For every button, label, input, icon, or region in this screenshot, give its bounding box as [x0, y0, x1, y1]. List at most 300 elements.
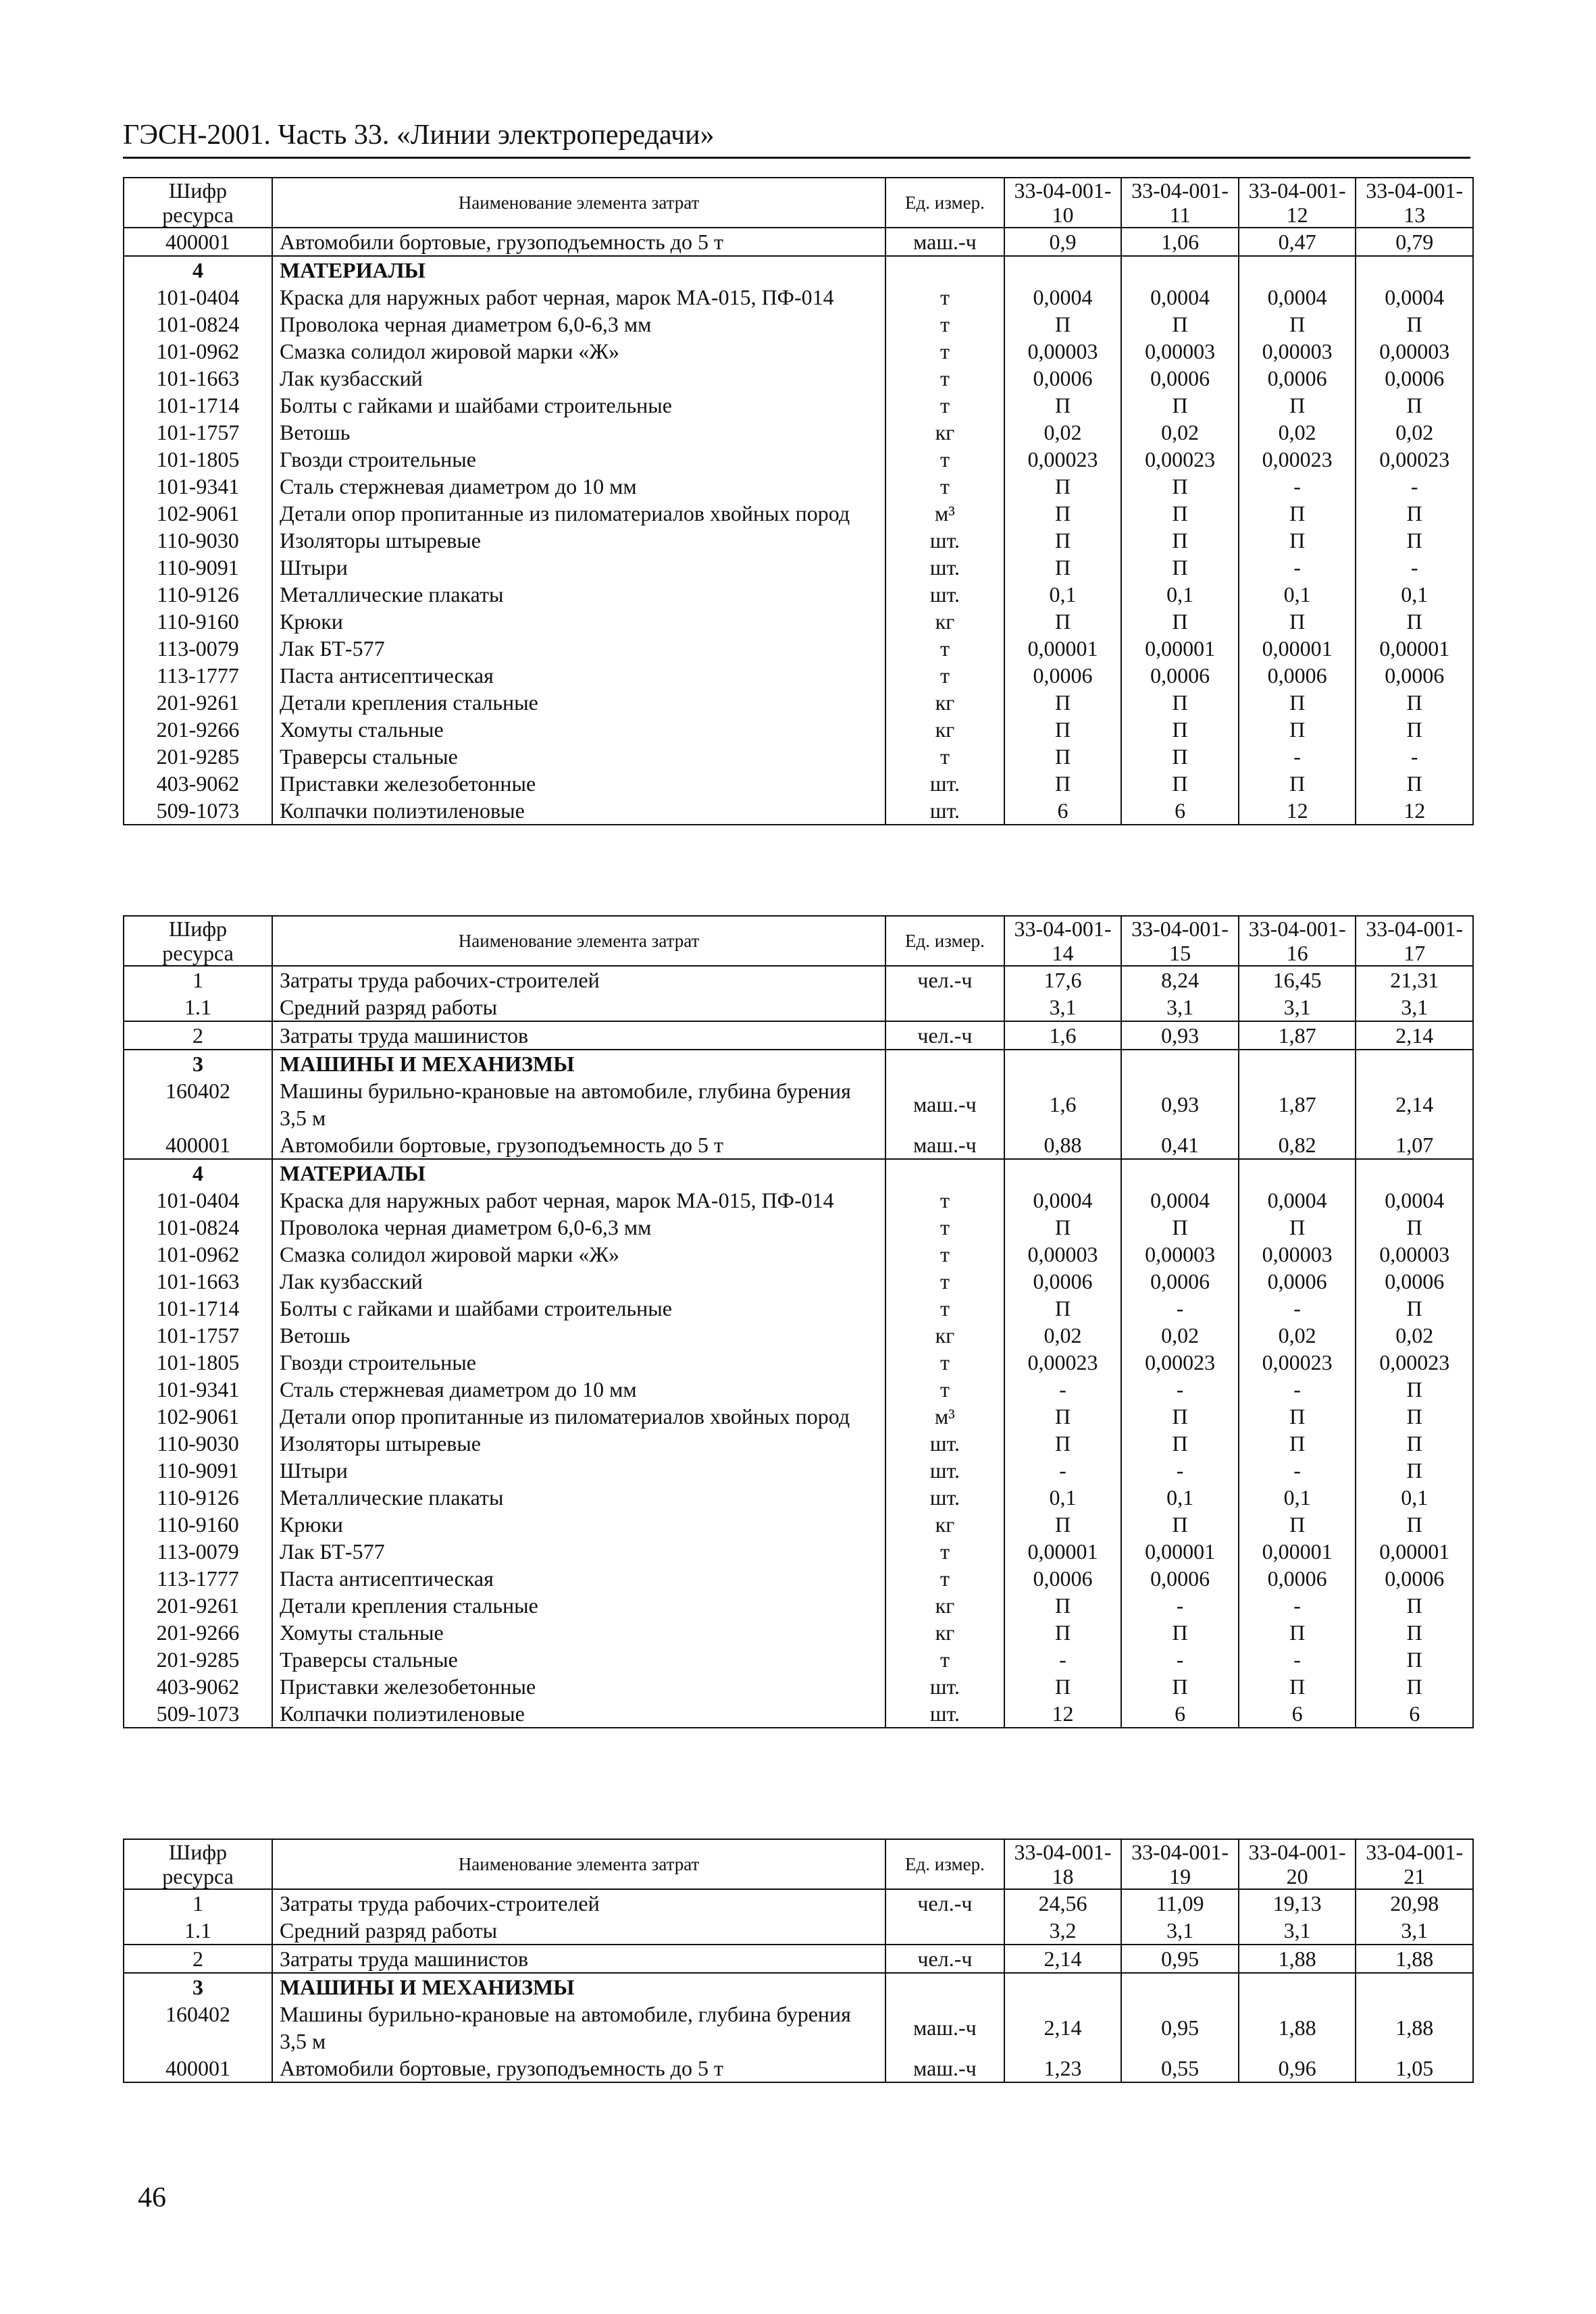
resource-value — [1356, 1973, 1473, 2001]
resource-value: 0,00001 — [1121, 635, 1239, 662]
resource-name: Проволока черная диаметром 6,0-6,3 мм — [272, 1214, 885, 1241]
resource-value: - — [1121, 1376, 1239, 1403]
code-column-header: Шифр ресурса — [124, 916, 272, 966]
resource-row — [124, 1268, 1473, 1295]
resource-unit: маш.-ч — [885, 2055, 1004, 2082]
resource-value: 0,0006 — [1356, 662, 1473, 689]
resource-value: П — [1121, 554, 1239, 581]
document-title: ГЭСН-2001. Часть 33. «Линии электропередачи» — [123, 120, 715, 151]
resource-value: 1,87 — [1239, 1021, 1356, 1050]
resource-value: П — [1121, 608, 1239, 635]
resource-unit: т — [885, 1538, 1004, 1565]
resource-value: 0,00023 — [1121, 446, 1239, 473]
resource-row — [124, 1131, 1473, 1159]
resource-name: Смазка солидол жировой марки «Ж» — [272, 338, 885, 365]
resource-unit: шт. — [885, 527, 1004, 554]
resource-value: 3,1 — [1121, 1917, 1239, 1945]
resource-value: 6 — [1004, 797, 1122, 825]
resource-value: 0,00023 — [1239, 446, 1356, 473]
resource-unit — [885, 1917, 1004, 1945]
resource-value: 0,0006 — [1356, 1565, 1473, 1592]
resource-unit: т — [885, 338, 1004, 365]
resource-value: 3,1 — [1004, 994, 1122, 1021]
resource-name: Лак кузбасский — [272, 365, 885, 392]
resource-value: 0,1 — [1004, 581, 1122, 608]
resource-code: 201-9285 — [124, 1646, 272, 1673]
resource-value: П — [1121, 1511, 1239, 1538]
resource-unit: шт. — [885, 1673, 1004, 1700]
resource-unit: кг — [885, 608, 1004, 635]
resource-name: Металлические плакаты — [272, 1484, 885, 1511]
resource-value: П — [1356, 392, 1473, 419]
section-heading-row — [124, 1973, 1473, 2001]
resource-name: Траверсы стальные — [272, 1646, 885, 1673]
resource-table — [123, 1839, 1474, 2083]
resource-unit: т — [885, 1187, 1004, 1214]
resource-code: 201-9266 — [124, 1619, 272, 1646]
resource-value: П — [1356, 1214, 1473, 1241]
resource-value: П — [1239, 608, 1356, 635]
resource-value: 0,00001 — [1121, 1538, 1239, 1565]
resource-unit: м³ — [885, 500, 1004, 527]
resource-value: 0,0006 — [1239, 1268, 1356, 1295]
resource-unit: т — [885, 1268, 1004, 1295]
resource-value: 0,0004 — [1239, 284, 1356, 311]
resource-value: 6 — [1121, 1700, 1239, 1728]
resource-value: - — [1239, 473, 1356, 500]
resource-value: П — [1356, 1430, 1473, 1457]
unit-column-header: Ед. измер. — [885, 916, 1004, 966]
resource-unit: т — [885, 1646, 1004, 1673]
resource-value: 0,0004 — [1121, 284, 1239, 311]
norm-code-column-header: 33-04-001-12 — [1239, 178, 1356, 228]
resource-value: П — [1356, 716, 1473, 743]
resource-code: 160402 — [124, 1077, 272, 1131]
resource-value: 0,00003 — [1239, 1241, 1356, 1268]
resource-value: 1,88 — [1356, 2001, 1473, 2055]
resource-value — [1004, 1159, 1122, 1187]
resource-unit: кг — [885, 419, 1004, 446]
resource-value — [1239, 1973, 1356, 2001]
resource-value: 3,1 — [1356, 994, 1473, 1021]
section-heading-row — [124, 256, 1473, 284]
resource-unit — [885, 256, 1004, 284]
resource-value: - — [1121, 1592, 1239, 1619]
resource-code: 110-9091 — [124, 554, 272, 581]
resource-value: П — [1004, 527, 1122, 554]
resource-value: 0,9 — [1004, 228, 1122, 256]
resource-name: Детали опор пропитанные из пиломатериалов хвойных пород — [272, 1403, 885, 1430]
resource-value: 0,00023 — [1356, 1349, 1473, 1376]
resource-value: П — [1356, 1376, 1473, 1403]
resource-value: П — [1356, 1403, 1473, 1430]
resource-value: 3,1 — [1239, 1917, 1356, 1945]
resource-value: 21,31 — [1356, 966, 1473, 994]
norm-code-column-header: 33-04-001-21 — [1356, 1839, 1473, 1889]
resource-value: 0,41 — [1121, 1131, 1239, 1159]
resource-value: 24,56 — [1004, 1889, 1122, 1917]
resource-unit: маш.-ч — [885, 228, 1004, 256]
resource-value: П — [1356, 608, 1473, 635]
resource-unit: маш.-ч — [885, 1077, 1004, 1131]
resource-name: Изоляторы штыревые — [272, 1430, 885, 1457]
code-column-header: Шифр ресурса — [124, 1839, 272, 1889]
resource-value: 0,00001 — [1356, 1538, 1473, 1565]
resource-code: 110-9030 — [124, 527, 272, 554]
resource-value: 0,00023 — [1004, 446, 1122, 473]
resource-row — [124, 716, 1473, 743]
resource-value: П — [1239, 1214, 1356, 1241]
resource-row — [124, 1889, 1473, 1917]
resource-value: - — [1239, 1457, 1356, 1484]
resource-code: 110-9030 — [124, 1430, 272, 1457]
resource-name: МАШИНЫ И МЕХАНИЗМЫ — [272, 1050, 885, 1077]
resource-value: 0,0006 — [1121, 1565, 1239, 1592]
resource-unit: т — [885, 392, 1004, 419]
resource-value: П — [1004, 716, 1122, 743]
resource-name: Сталь стержневая диаметром до 10 мм — [272, 1376, 885, 1403]
page-number: 46 — [138, 2182, 166, 2213]
norm-code-column-header: 33-04-001-16 — [1239, 916, 1356, 966]
resource-row — [124, 1376, 1473, 1403]
resource-unit: т — [885, 1241, 1004, 1268]
resource-name: Средний разряд работы — [272, 1917, 885, 1945]
resource-value: П — [1004, 1214, 1122, 1241]
resource-value: 1,05 — [1356, 2055, 1473, 2082]
resource-row — [124, 554, 1473, 581]
resource-code: 509-1073 — [124, 797, 272, 825]
resource-code: 400001 — [124, 1131, 272, 1159]
resource-row — [124, 2055, 1473, 2082]
resource-value: 12 — [1356, 797, 1473, 825]
resource-code: 101-1805 — [124, 446, 272, 473]
resource-value — [1356, 256, 1473, 284]
resource-value: П — [1004, 1295, 1122, 1322]
resource-value: П — [1356, 500, 1473, 527]
resource-name: Паста антисептическая — [272, 662, 885, 689]
resource-value: 0,79 — [1356, 228, 1473, 256]
resource-table — [123, 177, 1474, 825]
resource-value: 0,00023 — [1239, 1349, 1356, 1376]
resource-value — [1121, 1050, 1239, 1077]
resource-unit: чел.-ч — [885, 1889, 1004, 1917]
resource-code: 3 — [124, 1050, 272, 1077]
resource-value: П — [1121, 770, 1239, 797]
resource-value: 0,00003 — [1121, 338, 1239, 365]
resource-unit: маш.-ч — [885, 1131, 1004, 1159]
resource-row — [124, 311, 1473, 338]
resource-name: Лак БТ-577 — [272, 635, 885, 662]
resource-value: П — [1356, 1673, 1473, 1700]
resource-value: 0,00003 — [1004, 338, 1122, 365]
resource-code: 110-9126 — [124, 1484, 272, 1511]
resource-value: П — [1356, 1511, 1473, 1538]
resource-value: 0,1 — [1004, 1484, 1122, 1511]
resource-code: 4 — [124, 1159, 272, 1187]
unit-column-header: Ед. измер. — [885, 1839, 1004, 1889]
resource-value: П — [1121, 311, 1239, 338]
resource-unit: шт. — [885, 554, 1004, 581]
resource-code: 101-1714 — [124, 1295, 272, 1322]
resource-value: 0,0006 — [1004, 662, 1122, 689]
resource-value: 2,14 — [1356, 1077, 1473, 1131]
resource-row — [124, 1295, 1473, 1322]
resource-value: 0,02 — [1004, 1322, 1122, 1349]
resource-unit — [885, 1973, 1004, 2001]
resource-name: Гвозди строительные — [272, 446, 885, 473]
resource-row — [124, 994, 1473, 1021]
resource-code: 113-1777 — [124, 662, 272, 689]
resource-value: 0,1 — [1239, 581, 1356, 608]
resource-value: 0,00003 — [1239, 338, 1356, 365]
resource-code: 2 — [124, 1945, 272, 1973]
resource-value — [1004, 1050, 1122, 1077]
resource-value: П — [1239, 311, 1356, 338]
resource-value: 20,98 — [1356, 1889, 1473, 1917]
resource-value: П — [1239, 689, 1356, 716]
resource-unit: шт. — [885, 1430, 1004, 1457]
resource-value: П — [1121, 1214, 1239, 1241]
resource-value: 0,0006 — [1356, 1268, 1473, 1295]
resource-unit: кг — [885, 1511, 1004, 1538]
resource-value: 0,0006 — [1121, 662, 1239, 689]
resource-value: - — [1239, 743, 1356, 770]
resource-unit: шт. — [885, 797, 1004, 825]
unit-column-header: Ед. измер. — [885, 178, 1004, 228]
resource-name: Крюки — [272, 608, 885, 635]
resource-value: П — [1356, 1457, 1473, 1484]
resource-unit: шт. — [885, 581, 1004, 608]
norm-code-column-header: 33-04-001-20 — [1239, 1839, 1356, 1889]
resource-code: 2 — [124, 1021, 272, 1050]
resource-code: 101-0962 — [124, 1241, 272, 1268]
resource-value: 0,0006 — [1004, 1565, 1122, 1592]
resource-value — [1004, 1973, 1122, 2001]
resource-value: 0,00003 — [1356, 1241, 1473, 1268]
resource-unit: шт. — [885, 1457, 1004, 1484]
resource-row — [124, 770, 1473, 797]
resource-name: Смазка солидол жировой марки «Ж» — [272, 1241, 885, 1268]
resource-value: 0,00023 — [1004, 1349, 1122, 1376]
resource-name: Машины бурильно-крановые на автомобиле, глубина бурения 3,5 м — [272, 1077, 885, 1131]
name-column-header: Наименование элемента затрат — [272, 1839, 885, 1889]
resource-value: 0,00001 — [1004, 635, 1122, 662]
resource-code: 101-9341 — [124, 473, 272, 500]
resource-name: Хомуты стальные — [272, 1619, 885, 1646]
resource-value: 0,1 — [1121, 581, 1239, 608]
resource-value: 0,0004 — [1356, 284, 1473, 311]
resource-row — [124, 365, 1473, 392]
resource-value: П — [1356, 1295, 1473, 1322]
resource-row — [124, 1646, 1473, 1673]
resource-value — [1356, 1050, 1473, 1077]
resource-value: 0,96 — [1239, 2055, 1356, 2082]
resource-value: П — [1004, 311, 1122, 338]
resource-value: 1,07 — [1356, 1131, 1473, 1159]
resource-unit: чел.-ч — [885, 1945, 1004, 1973]
resource-value: П — [1004, 500, 1122, 527]
resource-name: Краска для наружных работ черная, марок МА-015, ПФ-014 — [272, 1187, 885, 1214]
name-column-header: Наименование элемента затрат — [272, 916, 885, 966]
resource-value: 12 — [1239, 797, 1356, 825]
resource-code: 113-1777 — [124, 1565, 272, 1592]
resource-row — [124, 500, 1473, 527]
resource-value: П — [1356, 1619, 1473, 1646]
resource-value: 3,1 — [1239, 994, 1356, 1021]
resource-value: 6 — [1239, 1700, 1356, 1728]
resource-row — [124, 1021, 1473, 1050]
header-row — [124, 1839, 1473, 1889]
resource-value: П — [1121, 1430, 1239, 1457]
resource-row — [124, 1349, 1473, 1376]
resource-value: 6 — [1356, 1700, 1473, 1728]
resource-value: 12 — [1004, 1700, 1122, 1728]
norm-code-column-header: 33-04-001-14 — [1004, 916, 1122, 966]
resource-row — [124, 1673, 1473, 1700]
resource-code: 101-1663 — [124, 365, 272, 392]
resource-value: 0,02 — [1004, 419, 1122, 446]
resource-value: 0,88 — [1004, 1131, 1122, 1159]
resource-value: П — [1239, 1403, 1356, 1430]
resource-name: Металлические плакаты — [272, 581, 885, 608]
resource-value — [1239, 1050, 1356, 1077]
resource-value: 0,02 — [1239, 1322, 1356, 1349]
resource-row — [124, 1430, 1473, 1457]
resource-row — [124, 1917, 1473, 1945]
resource-row — [124, 446, 1473, 473]
resource-value: 0,02 — [1239, 419, 1356, 446]
resource-unit: т — [885, 365, 1004, 392]
resource-value: 0,02 — [1356, 1322, 1473, 1349]
resource-value: 1,23 — [1004, 2055, 1122, 2082]
resource-value: 0,00001 — [1239, 635, 1356, 662]
resource-unit — [885, 1159, 1004, 1187]
norm-code-column-header: 33-04-001-13 — [1356, 178, 1473, 228]
resource-code: 113-0079 — [124, 635, 272, 662]
resource-name: Крюки — [272, 1511, 885, 1538]
resource-value: П — [1239, 500, 1356, 527]
resource-value: - — [1004, 1457, 1122, 1484]
resource-unit: т — [885, 743, 1004, 770]
norm-code-column-header: 33-04-001-18 — [1004, 1839, 1122, 1889]
resource-value: П — [1121, 1403, 1239, 1430]
resource-value — [1239, 1159, 1356, 1187]
resource-unit: т — [885, 1376, 1004, 1403]
resource-row — [124, 608, 1473, 635]
resource-row — [124, 1945, 1473, 1973]
header-row — [124, 916, 1473, 966]
resource-name: Автомобили бортовые, грузоподъемность до 5 т — [272, 2055, 885, 2082]
resource-value: 0,82 — [1239, 1131, 1356, 1159]
resource-unit: шт. — [885, 1700, 1004, 1728]
resource-unit: т — [885, 446, 1004, 473]
resource-value: 0,00001 — [1004, 1538, 1122, 1565]
resource-value: П — [1004, 392, 1122, 419]
resource-value: - — [1239, 554, 1356, 581]
resource-code: 400001 — [124, 228, 272, 256]
resource-row — [124, 689, 1473, 716]
resource-name: Краска для наружных работ черная, марок МА-015, ПФ-014 — [272, 284, 885, 311]
resource-code: 201-9266 — [124, 716, 272, 743]
resource-value: 0,00023 — [1356, 446, 1473, 473]
resource-code: 101-0962 — [124, 338, 272, 365]
resource-row — [124, 581, 1473, 608]
resource-value: 0,02 — [1356, 419, 1473, 446]
resource-value: П — [1239, 392, 1356, 419]
resource-value: 0,0006 — [1239, 662, 1356, 689]
resource-unit: чел.-ч — [885, 966, 1004, 994]
resource-code: 110-9160 — [124, 1511, 272, 1538]
resource-name: Болты с гайками и шайбами строительные — [272, 392, 885, 419]
resource-unit: шт. — [885, 1484, 1004, 1511]
resource-name: Гвозди строительные — [272, 1349, 885, 1376]
resource-value: 3,1 — [1121, 994, 1239, 1021]
resource-code: 102-9061 — [124, 1403, 272, 1430]
section-heading-row — [124, 1159, 1473, 1187]
resource-value: 0,47 — [1239, 228, 1356, 256]
resource-value — [1121, 256, 1239, 284]
resource-value — [1121, 1973, 1239, 2001]
resource-code: 101-0824 — [124, 311, 272, 338]
resource-row — [124, 797, 1473, 825]
resource-row — [124, 1214, 1473, 1241]
norm-code-column-header: 33-04-001-15 — [1121, 916, 1239, 966]
resource-name: Колпачки полиэтиленовые — [272, 1700, 885, 1728]
resource-value: П — [1004, 770, 1122, 797]
resource-value: П — [1239, 1619, 1356, 1646]
resource-value: П — [1121, 1673, 1239, 1700]
resource-value: 1,6 — [1004, 1077, 1122, 1131]
resource-code: 101-1663 — [124, 1268, 272, 1295]
resource-value: П — [1239, 1673, 1356, 1700]
resource-name: Болты с гайками и шайбами строительные — [272, 1295, 885, 1322]
resource-row — [124, 1538, 1473, 1565]
resource-value: - — [1356, 473, 1473, 500]
resource-value: 1,88 — [1356, 1945, 1473, 1973]
resource-code: 101-1757 — [124, 1322, 272, 1349]
resource-row — [124, 1484, 1473, 1511]
resource-code: 101-0404 — [124, 1187, 272, 1214]
norm-code-column-header: 33-04-001-11 — [1121, 178, 1239, 228]
resource-unit — [885, 1050, 1004, 1077]
resource-value: - — [1356, 554, 1473, 581]
resource-code: 101-1757 — [124, 419, 272, 446]
resource-value: П — [1121, 500, 1239, 527]
resource-code: 3 — [124, 1973, 272, 2001]
resource-name: Автомобили бортовые, грузоподъемность до 5 т — [272, 228, 885, 256]
resource-name: МАТЕРИАЛЫ — [272, 1159, 885, 1187]
resource-code: 201-9261 — [124, 689, 272, 716]
resource-unit: шт. — [885, 770, 1004, 797]
resource-value: П — [1004, 743, 1122, 770]
resource-name: Штыри — [272, 554, 885, 581]
resource-value: 0,1 — [1121, 1484, 1239, 1511]
resource-name: Штыри — [272, 1457, 885, 1484]
header-row — [124, 178, 1473, 228]
resource-value: 0,00023 — [1121, 1349, 1239, 1376]
resource-row — [124, 419, 1473, 446]
resource-code: 201-9285 — [124, 743, 272, 770]
resource-code: 102-9061 — [124, 500, 272, 527]
resource-value: - — [1239, 1646, 1356, 1673]
resource-unit: т — [885, 662, 1004, 689]
resource-value: П — [1004, 1592, 1122, 1619]
resource-table — [123, 915, 1474, 1728]
resource-code: 1 — [124, 1889, 272, 1917]
resource-value: 3,1 — [1356, 1917, 1473, 1945]
resource-value: 0,00001 — [1239, 1538, 1356, 1565]
resource-value: 0,93 — [1121, 1077, 1239, 1131]
